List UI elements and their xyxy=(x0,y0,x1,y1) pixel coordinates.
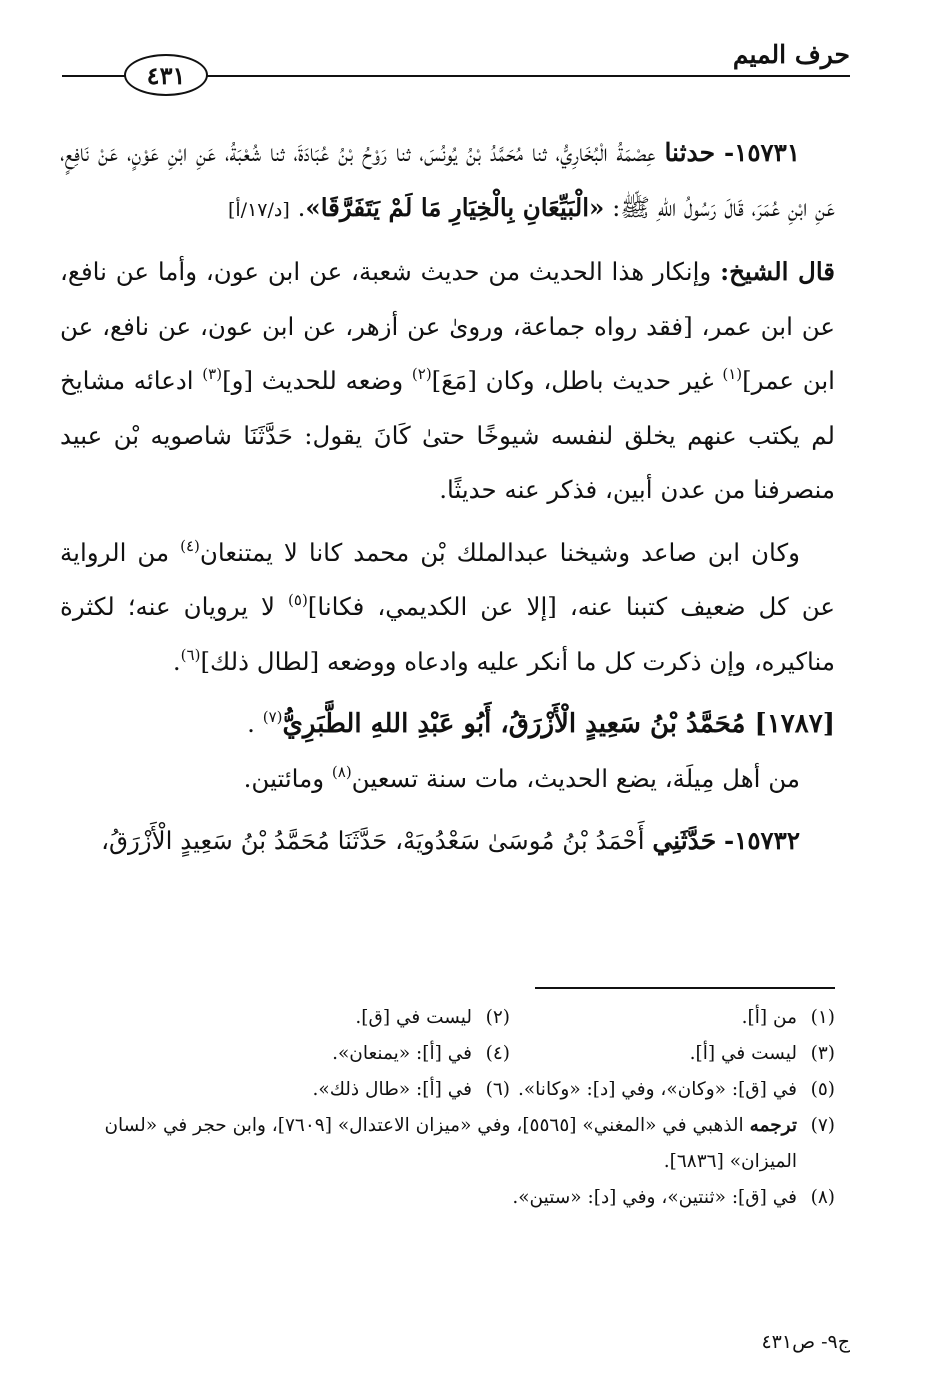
comment-text: ادعائه مشايخ لم يكتب عنهم يخلق لنفسه شيوخًا حتىٰ كَانَ يقول: حَدَّثَنَا شاصويه بْن عبيد منصرفنا من عدن أبين، فذكر عنه حديثًا. xyxy=(60,366,835,504)
punct: . xyxy=(247,709,255,738)
manuscript-ref: [د/١٧/أ] xyxy=(227,198,290,221)
footnote-8 xyxy=(80,1180,835,1216)
footnote-text: في [أ]: «طال ذلك». xyxy=(312,1079,472,1100)
footnote-number: (٧) xyxy=(810,1115,835,1136)
page-header xyxy=(62,40,850,110)
hadith-15732 xyxy=(60,814,835,869)
footnote-4 xyxy=(185,1036,510,1072)
footnote-ref-7[interactable]: (٧) xyxy=(262,708,283,726)
narration-keyword: حَدَّثَنِي xyxy=(652,826,717,855)
footnote-2 xyxy=(185,1000,510,1036)
comment-text: وإنكار هذا الحديث من حديث شعبة، عن ابن عون، وأما عن نافع، عن ابن عمر، [فقد رواه جماعة، وروىٰ عن أزهر، عن ابن عون، عن نافع، عن ابن عمر] xyxy=(60,257,835,395)
comment-text: غير حديث باطل، وكان [مَعَ] xyxy=(431,366,714,395)
entry-heading: [١٧٨٧] مُحَمَّدُ بْنُ سَعِيدٍ الْأَزْرَقُ، أَبُو عَبْدِ اللهِ الطَّبَرِيُّ xyxy=(282,709,835,739)
hadith-matn: «الْبَيِّعَانِ بِالْخِيَارِ مَا لَمْ يَتَفَرَّقَا» xyxy=(305,192,605,222)
footnote-3 xyxy=(510,1036,835,1072)
footnote-5 xyxy=(510,1072,835,1108)
bio-text: من أهل مِيلَة، يضع الحديث، مات سنة تسعين xyxy=(351,763,800,793)
footnote-1 xyxy=(510,1000,835,1036)
comment-lead: قال الشيخ: xyxy=(720,257,835,286)
footnote-6 xyxy=(185,1072,510,1108)
footnote-text: ليست في [ق]. xyxy=(355,1007,472,1028)
comment-text: من الرواية عن كل ضعيف كتبنا عنه، [إلا عن الكديمي، فكانا] xyxy=(60,537,835,621)
footnote-text: في [أ]: «يمنعان». xyxy=(332,1043,472,1064)
footnote-divider xyxy=(535,987,835,989)
comment-text: وضعه للحديث [و] xyxy=(222,366,404,395)
page-number: ٤٣١ xyxy=(124,54,208,96)
footnote-text: ليست في [أ]. xyxy=(689,1043,797,1064)
footnote-lead: ترجمه xyxy=(749,1115,797,1136)
isnad-text: عِصْمَةُ الْبُخَارِيُّ، ثنا مُحَمَّدُ بْنُ يُونُسَ، ثنا رَوْحُ بْنُ عُبَادَةَ، ثنا شُعْبَةُ، عَنِ ابْنِ عَوْنٍ، عَنْ نَافِعٍ، عَنِ ابْنِ عُمَرَ، قَالَ رَسُولُ اللهِ ﷺ: xyxy=(60,138,835,222)
hadith-number: ١٥٧٣١- xyxy=(724,138,800,167)
volume-page-footer: ج٩- ص٤٣١ xyxy=(761,1331,850,1353)
footnotes xyxy=(80,1000,835,1216)
footnote-ref-1[interactable]: (١) xyxy=(722,365,743,383)
footnote-ref-4[interactable]: (٤) xyxy=(180,536,200,555)
footnote-7-continuation: الميزان» [٦٨٣٦]. xyxy=(663,1151,797,1172)
footnote-number: (٢) xyxy=(485,1007,510,1028)
footnote-row xyxy=(80,1180,835,1216)
punct: . xyxy=(172,646,181,676)
running-title: حرف الميم xyxy=(732,40,850,69)
paragraph-gap xyxy=(60,689,835,697)
main-text xyxy=(60,126,835,869)
footnote-row xyxy=(80,1036,835,1072)
paragraph-gap xyxy=(60,237,835,245)
footnote-text: في [ق]: «وكان»، وفي [د]: «وكانا». xyxy=(517,1079,797,1100)
paragraph-gap xyxy=(60,518,835,526)
footnote-text: في [ق]: «ثنتين»، وفي [د]: «ستين». xyxy=(512,1187,797,1208)
footnote-ref-6[interactable]: (٦) xyxy=(180,645,201,664)
footnote-number: (٨) xyxy=(810,1187,835,1208)
bio-text: ومائتين. xyxy=(243,763,325,793)
hadith-number: ١٥٧٣٢- xyxy=(724,826,800,855)
comment-text: لا يرويان عنه؛ لكثرة مناكيره، وإن ذكرت كل ما أنكر عليه وادعاه ووضعه [لطال ذلك] xyxy=(60,592,835,676)
footnote-number: (٣) xyxy=(810,1043,835,1064)
footnote-text: الذهبي في «المغني» [٥٥٦٥]، وفي «ميزان الاعتدال» [٧٦٠٩]، وابن حجر في «لسان xyxy=(104,1115,744,1136)
footnote-number: (٥) xyxy=(810,1079,835,1100)
footnote-ref-2[interactable]: (٢) xyxy=(411,365,432,383)
paragraph-gap xyxy=(60,806,835,814)
footnote-row xyxy=(80,1108,835,1144)
footnote-ref-8[interactable]: (٨) xyxy=(331,762,352,781)
footnote-number: (٦) xyxy=(485,1079,510,1100)
isnad-text: أَحْمَدُ بْنُ مُوسَىٰ سَعْدُويَهْ، حَدَّثَنَا مُحَمَّدُ بْنُ سَعِيدٍ الْأَزْرَقُ، xyxy=(101,826,645,855)
comment-text: وكان ابن صاعد وشيخنا عبدالملك بْن محمد كانا لا يمتنعان xyxy=(199,537,801,567)
sheikh-comment xyxy=(60,245,835,518)
biography-text xyxy=(60,752,835,807)
punct: . xyxy=(297,192,306,222)
footnote-text: من [أ]. xyxy=(741,1007,797,1028)
footnote-row xyxy=(80,1000,835,1036)
footnote-7 xyxy=(80,1108,835,1144)
footnote-number: (١) xyxy=(810,1007,835,1028)
comment-paragraph xyxy=(60,526,835,690)
footnote-row xyxy=(80,1072,835,1108)
footnote-ref-3[interactable]: (٣) xyxy=(202,365,223,383)
hadith-15731 xyxy=(60,126,835,237)
footnote-row xyxy=(80,1144,835,1180)
footnote-ref-5[interactable]: (٥) xyxy=(288,591,308,609)
biography-entry-heading xyxy=(60,697,835,752)
narration-keyword: حدثنا xyxy=(664,138,716,167)
footnote-number: (٤) xyxy=(485,1043,510,1064)
